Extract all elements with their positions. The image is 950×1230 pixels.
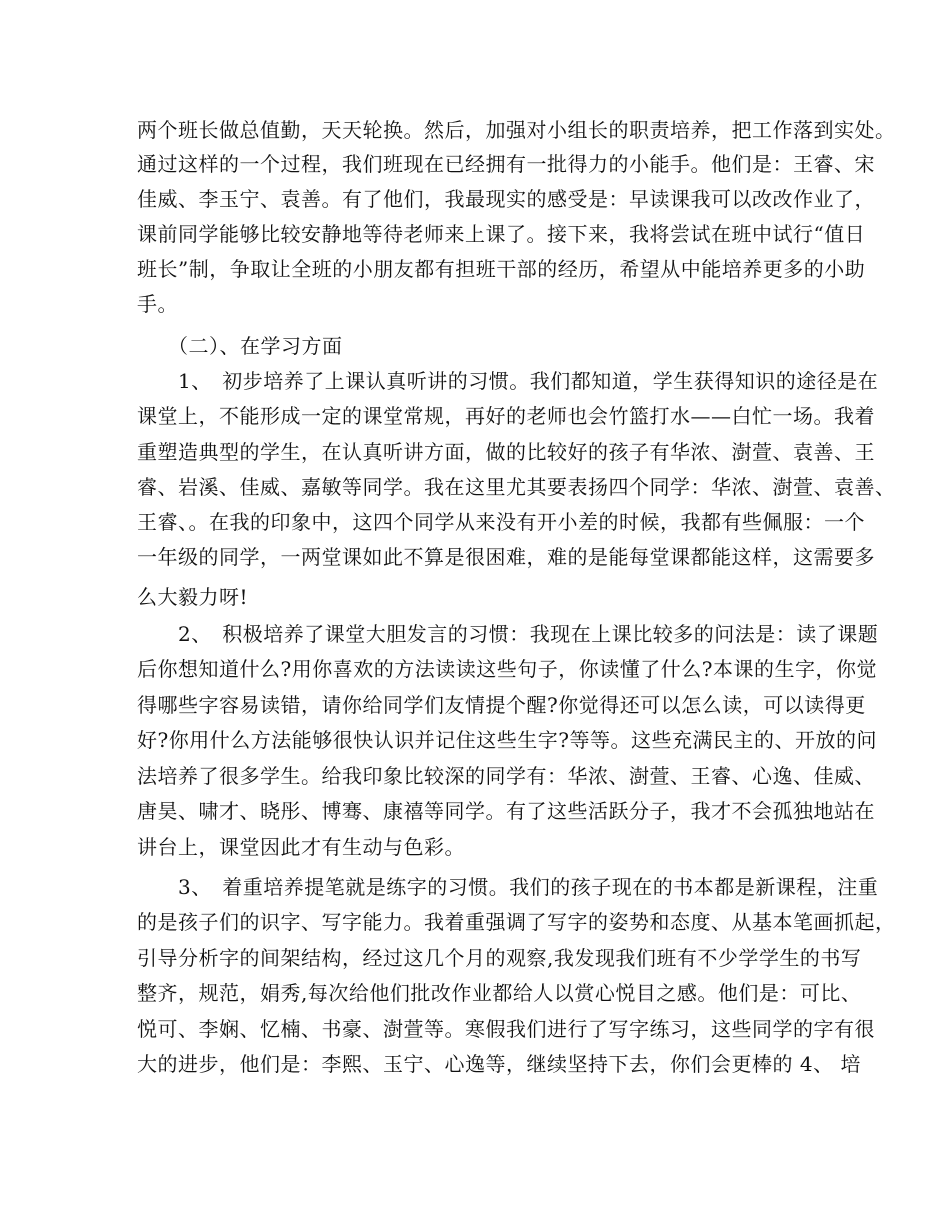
text-line: 大的进步，他们是：李熙、玉宁、心逸等，继续坚持下去，你们会更棒的 4、 培 [137,1052,861,1076]
text-line: 好?你用什么方法能够很快认识并记住这些生字?等等。这些充满民主的、开放的问 [137,728,877,752]
text-line: 睿、岩溪、佳威、嘉敏等同学。我在这里尤其要表扬四个同学：华浓、澍萱、袁善、 [137,475,896,499]
text-line: 的是孩子们的识字、写字能力。我着重强调了写字的姿势和态度、从基本笔画抓起， [137,910,896,934]
text-line: 王睿、。在我的印象中，这四个同学从来没有开小差的时候，我都有些佩服：一个 [137,510,865,534]
text-line: 重塑造典型的学生，在认真听讲方面，做的比较好的孩子有华浓、澍萱、袁善、王 [137,440,875,464]
text-line: 3、 着重培养提笔就是练字的习惯。我们的孩子现在的书本都是新课程，注重 [137,875,879,899]
text-line: 么大毅力呀! [137,585,249,609]
text-line: 讲台上，课堂因此才有生动与色彩。 [137,835,465,859]
text-line: 后你想知道什么?用你喜欢的方法读读这些句子，你读懂了什么?本课的生字，你觉 [137,657,877,681]
text-line: 得哪些字容易读错，请你给同学们友情提个醒?你觉得还可以怎么读，可以读得更 [137,693,866,717]
text-line: 通过这样的一个过程，我们班现在已经拥有一批得力的小能手。他们是：王睿、宋 [137,152,875,176]
text-line: 2、 积极培养了课堂大胆发言的习惯：我现在上课比较多的问法是：读了课题 [137,622,879,646]
text-line: 法培养了很多学生。给我印象比较深的同学有：华浓、澍萱、王睿、心逸、佳威、 [137,764,875,788]
section-heading: （二）、在学习方面 [137,334,343,358]
text-line: 课前同学能够比较安静地等待老师来上课了。接下来，我将尝试在班中试行“值日 [137,222,866,246]
text-line: 一年级的同学，一两堂课如此不算是很困难，难的是能每堂课都能这样，这需要多 [137,545,875,569]
text-line: 手。 [137,292,178,316]
text-line: 唐昊、啸才、晓彤、博骞、康禧等同学。有了这些活跃分子，我才不会孤独地站在 [137,799,875,823]
text-line: 1、 初步培养了上课认真听讲的习惯。我们都知道，学生获得知识的途径是在 [137,369,879,393]
text-line: 两个班长做总值勤，天天轮换。然后，加强对小组长的职责培养，把工作落到实处。 [137,118,896,142]
text-line: 班长”制，争取让全班的小朋友都有担班干部的经历，希望从中能培养更多的小助 [137,257,866,281]
text-line: 整齐，规范，娟秀,每次给他们批改作业都给人以赏心悦目之感。他们是：可比、 [137,981,862,1005]
text-line: 佳威、李玉宁、袁善。有了他们，我最现实的感受是：早读课我可以改改作业了， [137,187,875,211]
text-line: 悦可、李娴、忆楠、书豪、澍萱等。寒假我们进行了写字练习，这些同学的字有很 [137,1017,875,1041]
text-line: 课堂上，不能形成一定的课堂常规，再好的老师也会竹篮打水——白忙一场。我着 [137,404,875,428]
text-line: 引导分析字的间架结构，经过这几个月的观察,我发现我们班有不少学学生的书写 [137,946,862,970]
